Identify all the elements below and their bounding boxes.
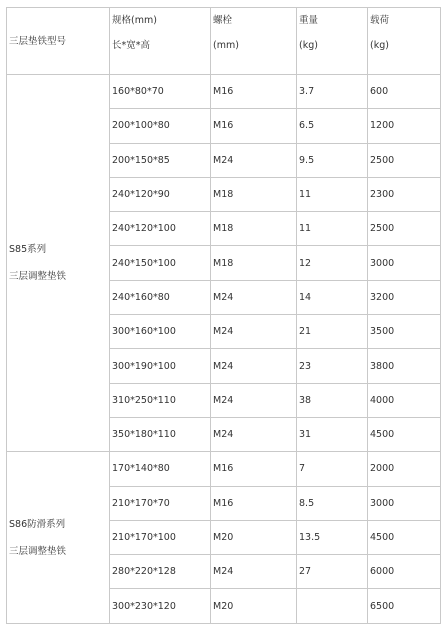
header-model: 三层垫铁型号 xyxy=(7,8,110,75)
cell-weight: 38 xyxy=(297,383,368,417)
cell-spec: 240*120*90 xyxy=(110,177,211,211)
shim-spec-table xyxy=(6,7,441,624)
cell-weight: 3.7 xyxy=(297,75,368,109)
cell-weight xyxy=(297,589,368,623)
cell-load: 600 xyxy=(368,75,441,109)
cell-load: 3800 xyxy=(368,349,441,383)
cell-bolt: M24 xyxy=(211,315,297,349)
table-row xyxy=(7,75,441,109)
cell-weight: 12 xyxy=(297,246,368,280)
cell-load: 2500 xyxy=(368,212,441,246)
cell-bolt: M18 xyxy=(211,177,297,211)
cell-load: 4000 xyxy=(368,383,441,417)
cell-bolt: M24 xyxy=(211,555,297,589)
cell-spec: 300*190*100 xyxy=(110,349,211,383)
cell-load: 3500 xyxy=(368,315,441,349)
header-weight: 重量 (kg) xyxy=(297,8,368,75)
cell-spec: 200*100*80 xyxy=(110,109,211,143)
cell-spec: 200*150*85 xyxy=(110,143,211,177)
cell-bolt: M24 xyxy=(211,383,297,417)
cell-bolt: M18 xyxy=(211,212,297,246)
cell-weight: 9.5 xyxy=(297,143,368,177)
cell-weight: 23 xyxy=(297,349,368,383)
cell-weight: 11 xyxy=(297,212,368,246)
cell-bolt: M16 xyxy=(211,486,297,520)
cell-weight: 31 xyxy=(297,417,368,451)
cell-spec: 300*230*120 xyxy=(110,589,211,623)
cell-spec: 160*80*70 xyxy=(110,75,211,109)
cell-weight: 8.5 xyxy=(297,486,368,520)
series-label: S85系列 三层调整垫铁 xyxy=(7,75,110,452)
cell-weight: 11 xyxy=(297,177,368,211)
cell-spec: 300*160*100 xyxy=(110,315,211,349)
cell-weight: 13.5 xyxy=(297,520,368,554)
cell-load: 2300 xyxy=(368,177,441,211)
header-bolt: 螺栓 (mm) xyxy=(211,8,297,75)
table-row xyxy=(7,452,441,486)
cell-bolt: M24 xyxy=(211,349,297,383)
cell-bolt: M16 xyxy=(211,109,297,143)
cell-spec: 210*170*70 xyxy=(110,486,211,520)
cell-load: 6000 xyxy=(368,555,441,589)
cell-spec: 350*180*110 xyxy=(110,417,211,451)
cell-load: 1200 xyxy=(368,109,441,143)
cell-load: 3200 xyxy=(368,280,441,314)
cell-load: 4500 xyxy=(368,417,441,451)
cell-weight: 6.5 xyxy=(297,109,368,143)
cell-load: 3000 xyxy=(368,486,441,520)
cell-bolt: M24 xyxy=(211,280,297,314)
cell-spec: 240*160*80 xyxy=(110,280,211,314)
cell-bolt: M16 xyxy=(211,452,297,486)
cell-bolt: M20 xyxy=(211,589,297,623)
cell-bolt: M18 xyxy=(211,246,297,280)
cell-bolt: M16 xyxy=(211,75,297,109)
header-load: 载荷 (kg) xyxy=(368,8,441,75)
cell-spec: 280*220*128 xyxy=(110,555,211,589)
cell-spec: 170*140*80 xyxy=(110,452,211,486)
cell-load: 2500 xyxy=(368,143,441,177)
cell-load: 2000 xyxy=(368,452,441,486)
cell-bolt: M24 xyxy=(211,417,297,451)
cell-spec: 240*150*100 xyxy=(110,246,211,280)
header-row xyxy=(7,8,441,75)
cell-spec: 210*170*100 xyxy=(110,520,211,554)
cell-load: 3000 xyxy=(368,246,441,280)
cell-weight: 21 xyxy=(297,315,368,349)
cell-spec: 240*120*100 xyxy=(110,212,211,246)
header-spec: 规格(mm) 长*宽*高 xyxy=(110,8,211,75)
cell-weight: 14 xyxy=(297,280,368,314)
cell-bolt: M24 xyxy=(211,143,297,177)
series-label: S86防滑系列 三层调整垫铁 xyxy=(7,452,110,623)
cell-weight: 7 xyxy=(297,452,368,486)
cell-bolt: M20 xyxy=(211,520,297,554)
cell-load: 6500 xyxy=(368,589,441,623)
cell-weight: 27 xyxy=(297,555,368,589)
cell-spec: 310*250*110 xyxy=(110,383,211,417)
cell-load: 4500 xyxy=(368,520,441,554)
